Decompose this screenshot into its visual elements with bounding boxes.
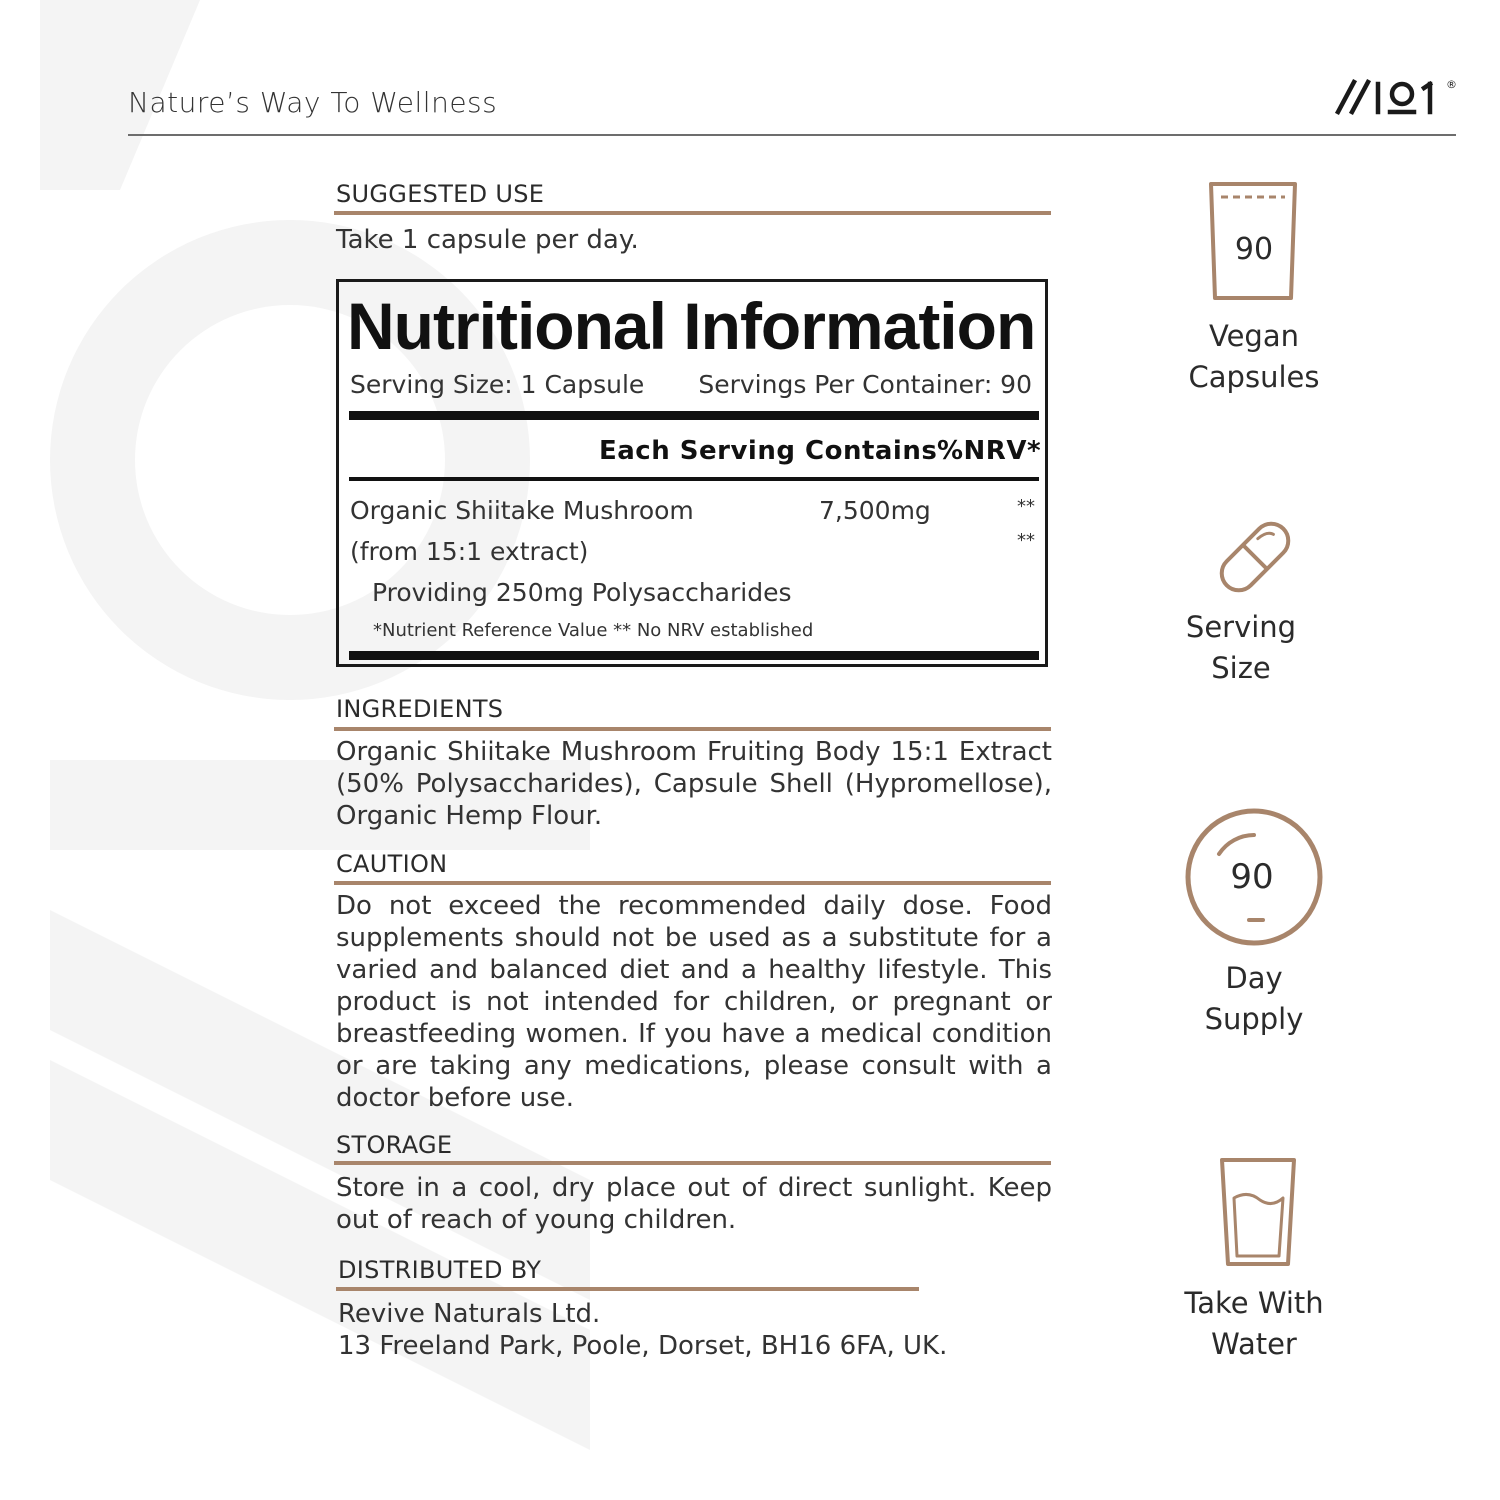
- icon-label-line: Day: [1225, 961, 1283, 995]
- storage-text: Store in a cool, dry place out of direct sunlight. Keep out of reach of young children.: [336, 1173, 1052, 1235]
- caution-text: Do not exceed the recommended daily dose. Food supplements should not be used as a substitute for a varied and balanced diet and a healthy lifestyle. This product is not intended for children, or pregnant or breastfeeding women. If you have a medical condition or are taking any medications, please consult with a doctor before use.: [336, 891, 1052, 1113]
- serving-size-text: Serving Size: 1 Capsule: [350, 370, 645, 399]
- icon-label-line: Size: [1211, 651, 1271, 685]
- icon-label-line: Serving: [1185, 610, 1297, 644]
- icon-label-line: Capsules: [1188, 360, 1320, 394]
- icon-label-line: Supply: [1204, 1002, 1304, 1036]
- suggested-use-title: SUGGESTED USE: [336, 180, 545, 208]
- glass-water-icon: [1218, 1156, 1298, 1270]
- suggested-use-divider: [334, 211, 1051, 215]
- pouch-icon: [1205, 180, 1301, 304]
- icon-label-day-supply: [1154, 958, 1354, 1040]
- nutrition-panel: [336, 279, 1048, 667]
- icon-label-vegan-capsules: [1154, 316, 1354, 398]
- suggested-use-text: Take 1 capsule per day.: [336, 225, 639, 255]
- tagline: Nature’s Way To Wellness: [128, 86, 498, 119]
- nutrient-nrv: **: [1017, 530, 1035, 551]
- storage-title: STORAGE: [336, 1131, 453, 1159]
- capsule-icon: [1210, 512, 1300, 602]
- icon-label-line: Vegan: [1209, 319, 1299, 353]
- nutrient-amount: 7,500mg: [819, 496, 931, 525]
- nutrition-footnote: *Nutrient Reference Value ** No NRV established: [373, 620, 814, 641]
- ingredients-title: INGREDIENTS: [336, 695, 504, 723]
- distributed-by-title: DISTRIBUTED BY: [338, 1256, 542, 1284]
- brand-logo: [1334, 74, 1458, 124]
- column-header-serving: Each Serving Contains: [599, 436, 938, 466]
- column-header-nrv: %NRV*: [937, 436, 1042, 466]
- distributor-name: Revive Naturals Ltd.: [338, 1299, 601, 1329]
- clock-circle-icon: [1183, 806, 1325, 948]
- header-divider: [128, 134, 1456, 136]
- svg-text:®: ®: [1446, 78, 1457, 91]
- nutrient-name: Providing 250mg Polysaccharides: [372, 578, 792, 607]
- icon-label-serving-size: [1141, 607, 1341, 689]
- distributor-address: 13 Freeland Park, Poole, Dorset, BH16 6FA, UK.: [338, 1331, 948, 1361]
- nutrition-divider: [349, 477, 1039, 481]
- nutrition-heading: Nutritional Information: [347, 289, 1036, 363]
- icon-label-take-with-water: [1154, 1283, 1354, 1365]
- nutrient-name: Organic Shiitake Mushroom: [350, 496, 694, 525]
- icon-label-line: Take With: [1184, 1286, 1324, 1320]
- nutrient-nrv: **: [1017, 496, 1035, 517]
- caution-title: CAUTION: [336, 850, 448, 878]
- ingredients-divider: [334, 727, 1051, 731]
- distributed-by-divider: [336, 1287, 919, 1291]
- pouch-count: 90: [1234, 232, 1274, 267]
- nutrition-bottom-bar: [349, 651, 1039, 660]
- nutrition-thick-divider: [349, 411, 1039, 420]
- caution-divider: [334, 881, 1051, 885]
- storage-divider: [334, 1161, 1051, 1165]
- supply-count: 90: [1230, 857, 1274, 897]
- icon-label-line: Water: [1211, 1327, 1297, 1361]
- ingredients-text: Organic Shiitake Mushroom Fruiting Body 15:1 Extract (50% Polysaccharides), Capsule Shell (Hypromellose), Organic Hemp Flour.: [336, 737, 1052, 831]
- servings-per-container-text: Servings Per Container: 90: [698, 370, 1032, 399]
- nutrient-name: (from 15:1 extract): [350, 537, 589, 566]
